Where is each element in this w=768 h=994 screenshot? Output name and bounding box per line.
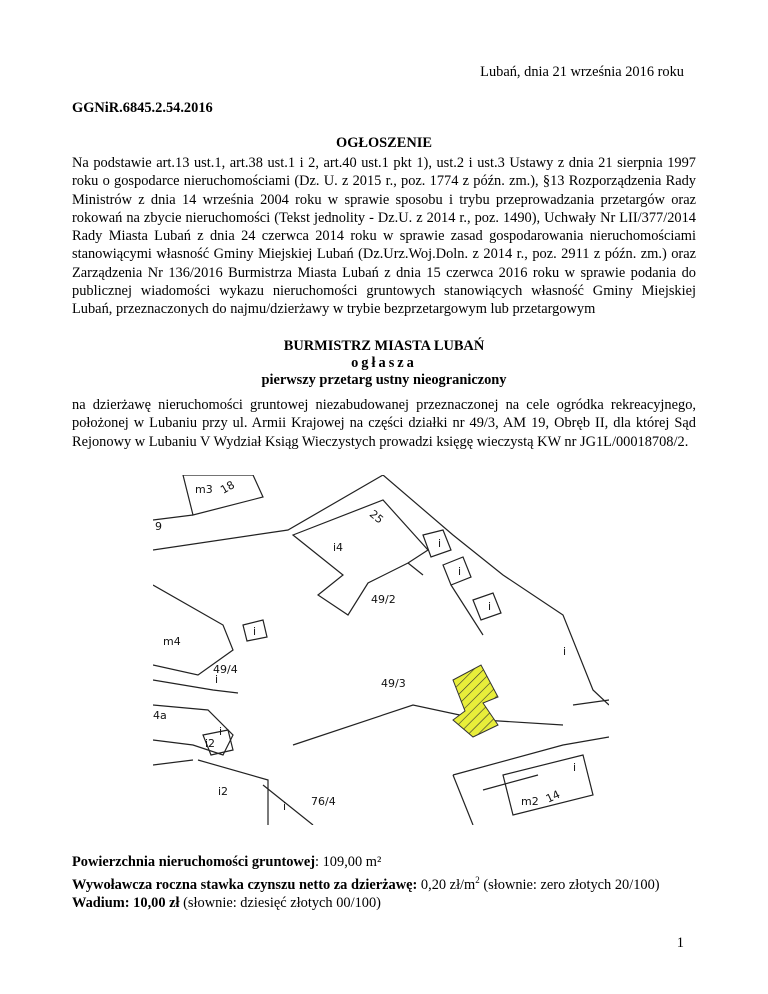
deposit-words: (słownie: dziesięć złotych 00/100) xyxy=(179,895,381,912)
label-i-2: i xyxy=(458,565,462,578)
rent-value: 0,20 zł/m xyxy=(417,877,476,894)
label-4a: 4a xyxy=(153,709,167,722)
area-line xyxy=(72,853,696,871)
label-m3: m3 xyxy=(195,483,213,496)
label-i-8: i xyxy=(573,761,577,774)
rent-sup: 2 xyxy=(475,875,480,886)
label-i2-a: i2 xyxy=(205,737,216,750)
place-date: Lubań, dnia 21 września 2016 roku xyxy=(480,64,684,80)
announcer-title: BURMISTRZ MIASTA LUBAŃ xyxy=(283,338,485,354)
announcer-block xyxy=(0,338,768,389)
announcer-verb: ogłasza xyxy=(351,355,417,371)
lease-area-highlight xyxy=(453,665,498,737)
rent-line xyxy=(72,871,696,894)
label-49-2: 49/2 xyxy=(371,593,396,606)
cadastral-map xyxy=(153,475,609,825)
label-i-5: i xyxy=(215,673,219,686)
rent-label: Wywoławcza roczna stawka czynszu netto za dzierżawę: xyxy=(72,877,418,894)
label-14: 14 xyxy=(543,787,563,806)
announcer-subject: pierwszy przetarg ustny nieograniczony xyxy=(261,372,507,388)
area-label: Powierzchnia nieruchomości gruntowej xyxy=(72,854,316,870)
label-i-1: i xyxy=(438,537,442,550)
label-i2-b: i2 xyxy=(218,785,229,798)
label-i4: i4 xyxy=(333,541,344,554)
label-18: 18 xyxy=(218,478,237,497)
label-i-9: i xyxy=(563,645,567,658)
label-i-3: i xyxy=(488,600,492,613)
reference-number: GGNiR.6845.2.54.2016 xyxy=(72,100,213,116)
details-block xyxy=(72,853,696,913)
description-paragraph: na dzierżawę nieruchomości gruntowej niezabudowanej przeznaczonej na cele ogródka rekreacyjnego, położonej w Lubaniu przy ul. Armii Krajowej na części działki nr 49/3, AM 19, Obręb II, dla której Sąd Rejonowy w Lubaniu V Wydział Ksiąg Wieczystych prowadzi księgę wieczystą KW nr JG1L/00018708/2. xyxy=(72,397,696,450)
intro-paragraph: Na podstawie art.13 ust.1, art.38 ust.1 i 2, art.40 ust.1 pkt 1), ust.2 i ust.3 Ustawy z dnia 21 sierpnia 1997 roku o gospodarce nieruchomościami (Dz. U. z 2015 r., poz. 1774 z późn. zm.), §13 Rozporządzenia Rady Ministrów z dnia 14 września 2004 roku w sprawie sposobu i trybu przeprowadzania przetargów oraz rokowań na zbycie nieruchomości (Tekst jednolity - Dz.U. z 2014 r., poz. 1490), Uchwały Nr LII/377/2014 Rady Miasta Lubań z dnia 24 czerwca 2014 roku w sprawie zasad gospodarowania nieruchomościami stanowiącymi własność Gminy Miejskiej Lubań (Dz.Urz.Woj.Doln. z 2014 r., poz. 2911 z późn. zm.) oraz Zarządzenia Nr 136/2016 Burmistrza Miasta Lubań z dnia 15 czerwca 2016 roku w sprawie podania do publicznej wiadomości wykazu nieruchomości gruntowych stanowiących własność Gminy Miejskiej Lubań, przeznaczonych do najmu/dzierżawy w trybie bezprzetargowym lub przetargowym xyxy=(72,155,696,318)
area-value: : 109,00 m² xyxy=(315,854,382,870)
label-76-4: 76/4 xyxy=(311,795,336,808)
label-i-7: i xyxy=(283,800,287,813)
label-9: 9 xyxy=(155,520,162,533)
label-25: 25 xyxy=(366,507,386,527)
label-i-6: i xyxy=(219,725,223,738)
label-m4: m4 xyxy=(163,635,181,648)
label-m2: m2 xyxy=(521,795,539,808)
deposit-label: Wadium: 10,00 zł xyxy=(72,895,180,912)
deposit-line xyxy=(72,894,696,912)
page-number: 1 xyxy=(676,935,684,951)
document-title: OGŁOSZENIE xyxy=(336,135,432,151)
rent-words: (słownie: zero złotych 20/100) xyxy=(479,877,660,894)
label-49-4: 49/4 xyxy=(213,663,238,676)
label-49-3: 49/3 xyxy=(381,677,406,690)
label-i-4: i xyxy=(253,625,257,638)
